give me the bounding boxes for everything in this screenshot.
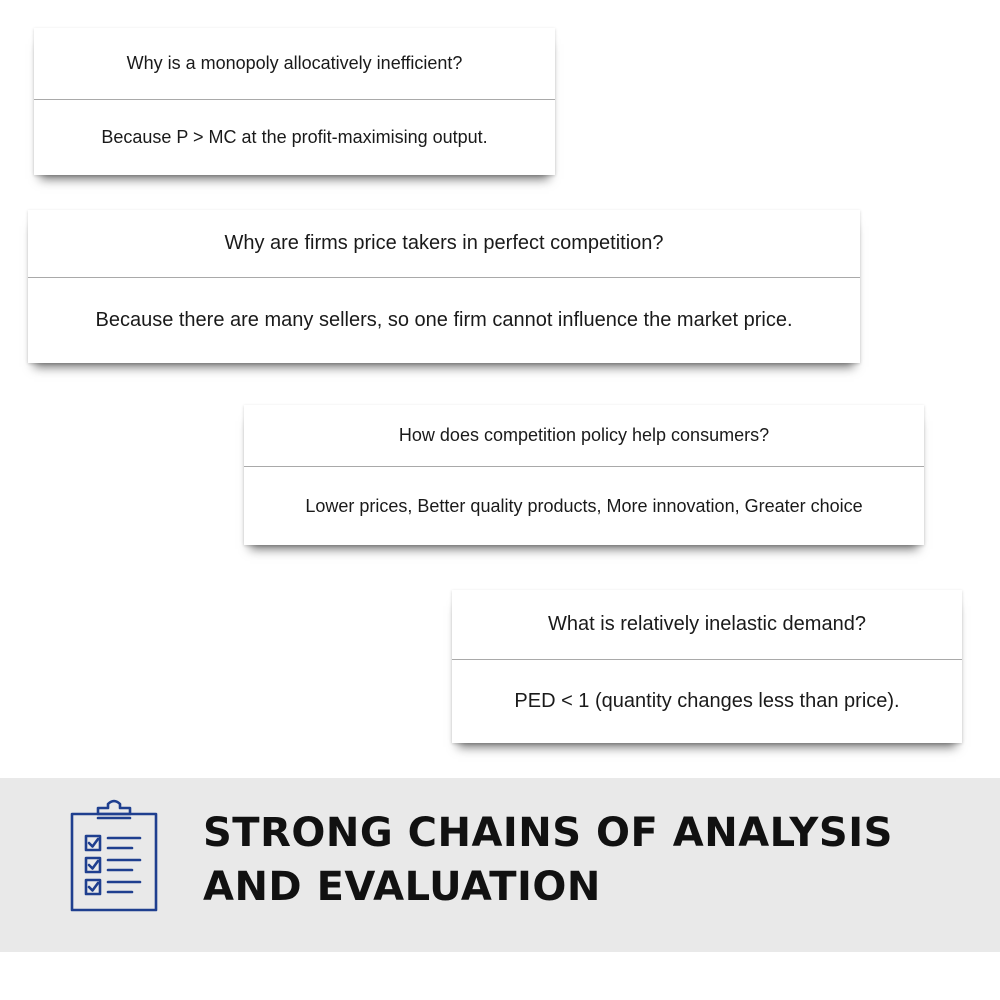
banner-title-line: STRONG CHAINS OF ANALYSIS: [203, 810, 893, 856]
flashcard-monopoly: [34, 28, 555, 175]
flashcard-price-takers: [28, 210, 860, 363]
flashcard-answer: Lower prices, Better quality products, More innovation, Greater choice: [305, 495, 863, 516]
flashcard-question: How does competition policy help consumers?: [244, 405, 924, 467]
banner-title-line: AND EVALUATION: [203, 864, 601, 910]
flashcard-question: Why is a monopoly allocatively inefficient?: [34, 28, 555, 100]
flashcard-answer: PED < 1 (quantity changes less than price).: [514, 690, 900, 712]
flashcard-question: What is relatively inelastic demand?: [452, 590, 962, 660]
flashcard-question: Why are firms price takers in perfect competition?: [28, 210, 860, 278]
flashcard-competition-policy: [244, 405, 924, 545]
banner-title: [203, 806, 983, 914]
flashcard-inelastic-demand: [452, 590, 962, 743]
banner: [0, 778, 1000, 952]
flashcard-answer: Because there are many sellers, so one firm cannot influence the market price.: [95, 309, 793, 331]
clipboard-checklist-icon: [68, 796, 160, 914]
flashcard-answer: Because P > MC at the profit-maximising output.: [101, 127, 488, 147]
